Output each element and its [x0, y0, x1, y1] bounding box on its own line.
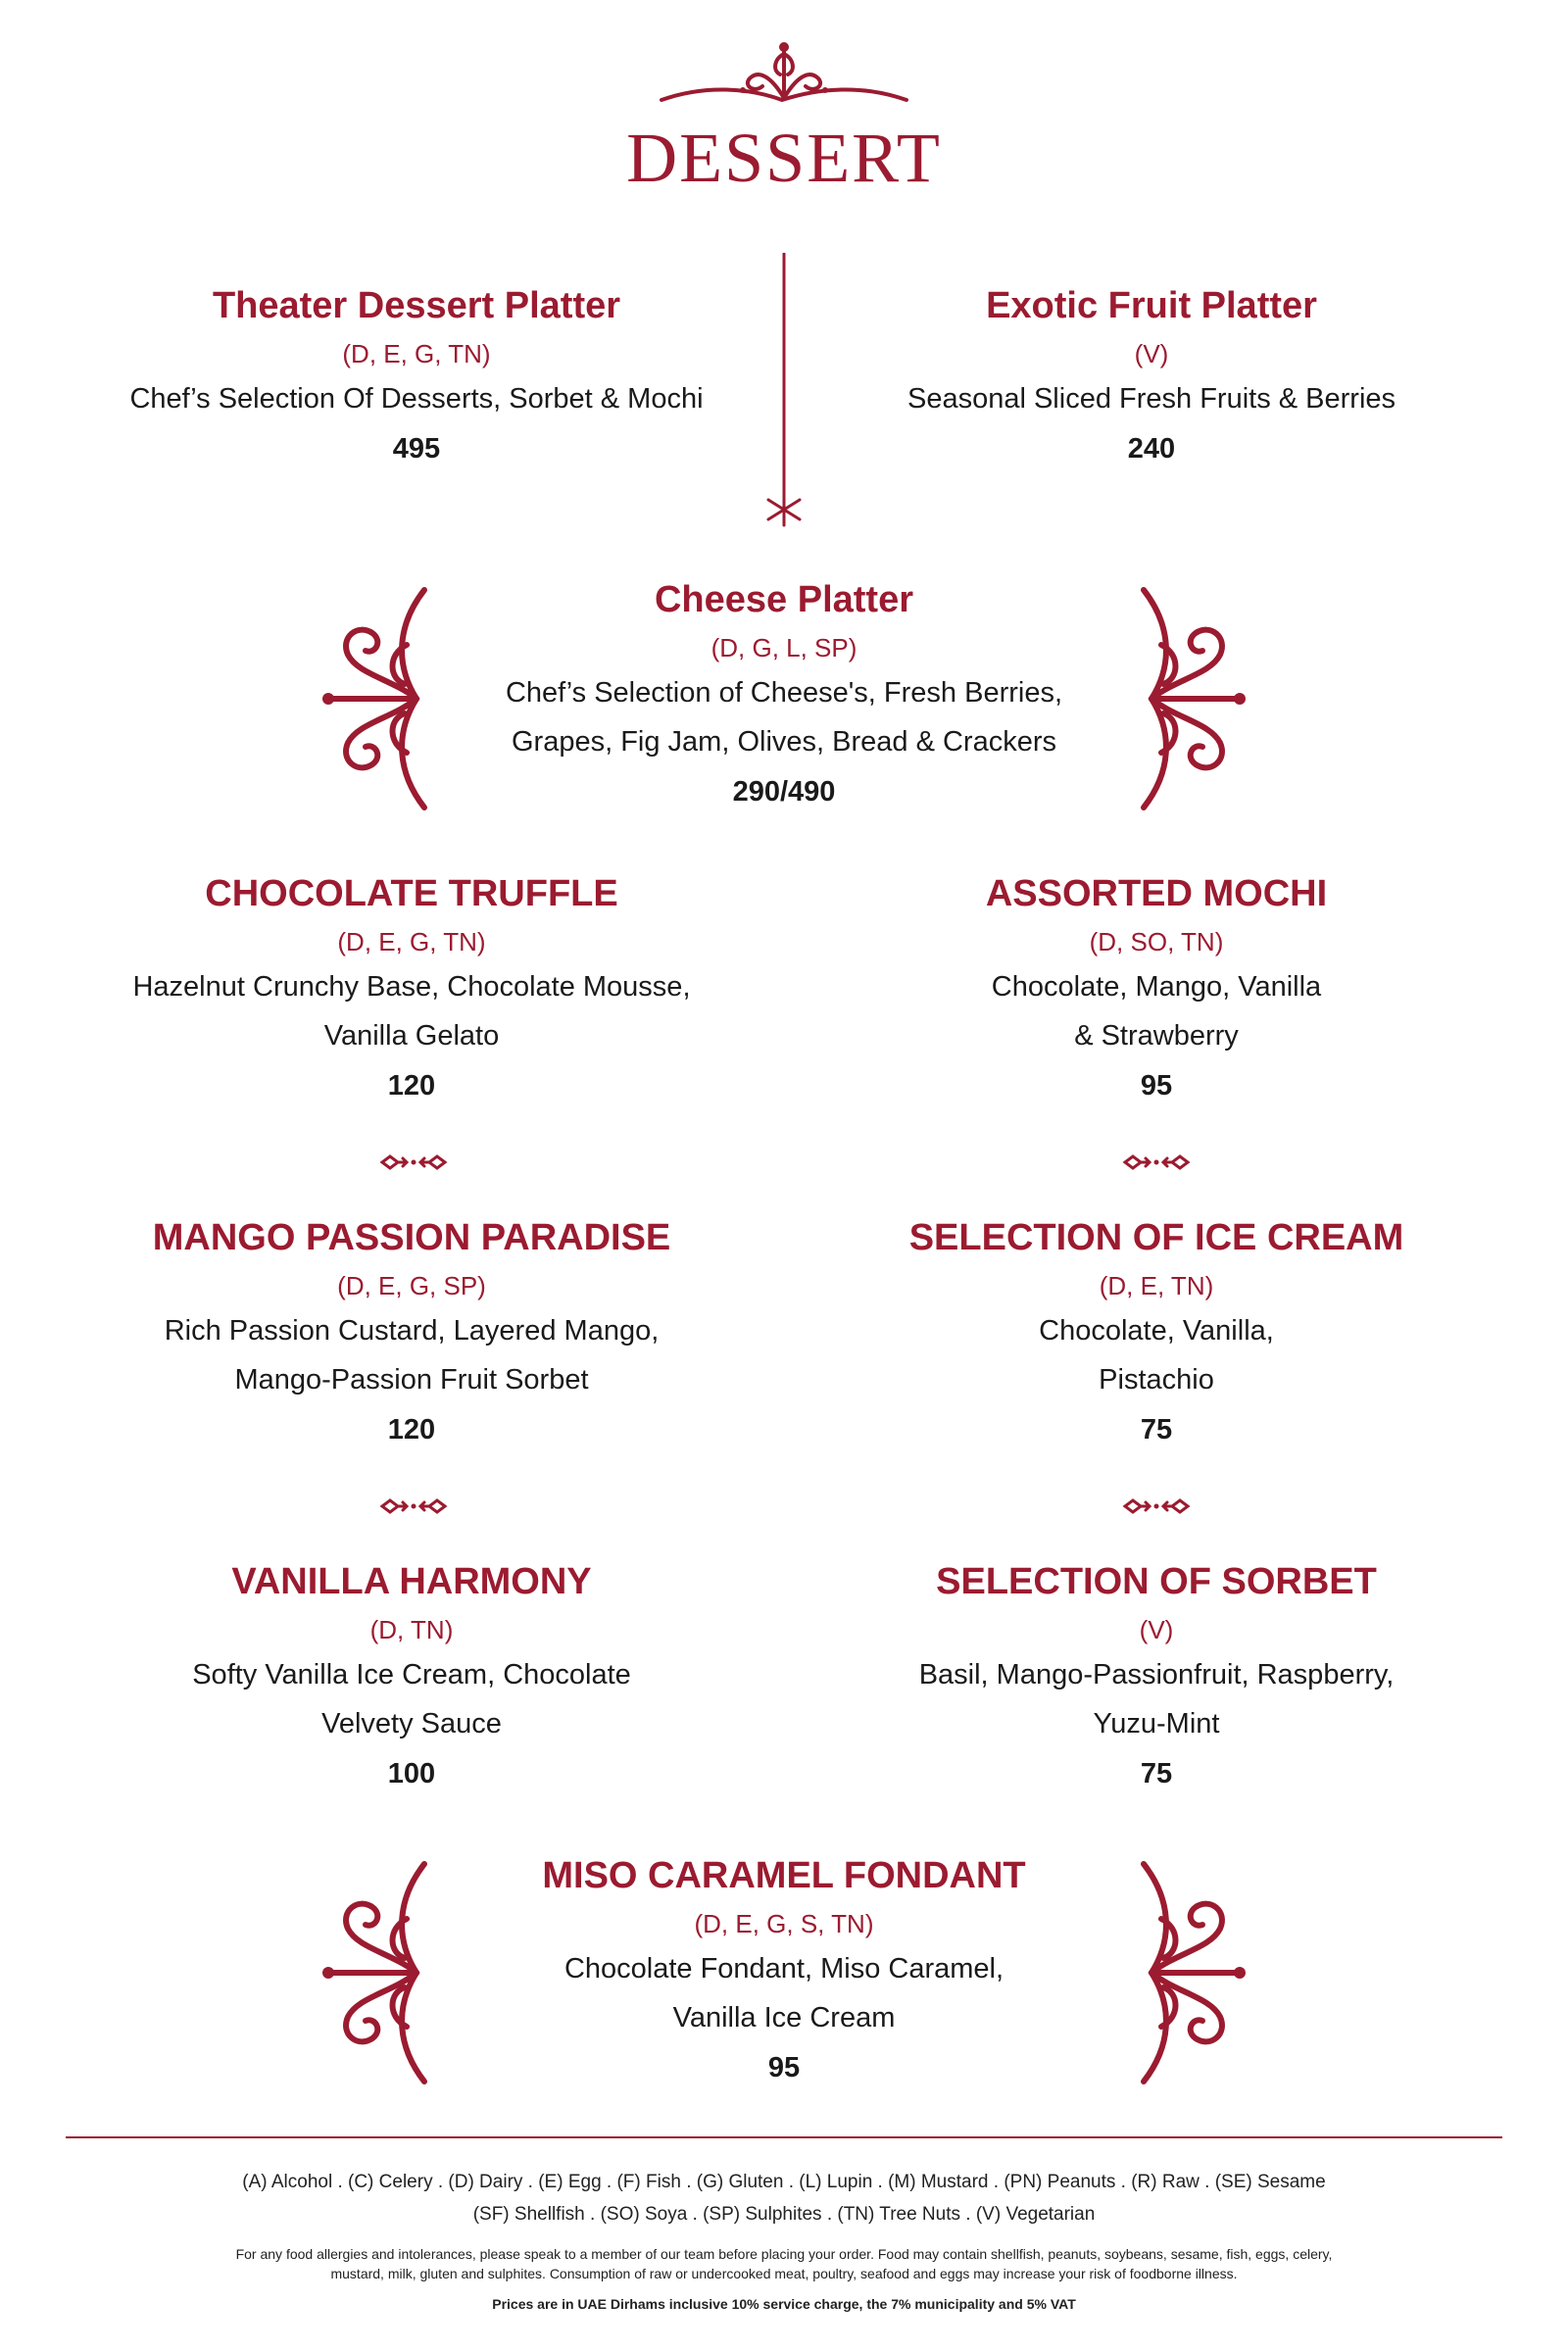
item-allergens: (V) [1134, 339, 1169, 368]
menu-item-cheese-platter [431, 576, 1137, 815]
item-name: Theater Dessert Platter [212, 285, 621, 326]
allergen-legend [98, 2166, 1470, 2230]
crown-ornament-icon [657, 39, 911, 108]
item-price: 75 [1140, 1758, 1173, 1789]
item-description-line-1: Softy Vanilla Ice Cream, Chocolate [192, 1659, 631, 1690]
item-description-line-2: Grapes, Fig Jam, Olives, Bread & Crackers [512, 726, 1056, 758]
menu-item-selection-of-sorbet [843, 1558, 1470, 1797]
item-description-line-2: Velvety Sauce [321, 1708, 502, 1740]
item-name: Exotic Fruit Platter [986, 285, 1317, 326]
menu-item-exotic-fruit-platter [823, 282, 1480, 472]
item-allergens: (V) [1139, 1615, 1174, 1644]
scroll-ornament-right-icon [1132, 586, 1250, 811]
item-allergens: (D, E, G, SP) [337, 1271, 486, 1300]
item-name: SELECTION OF SORBET [936, 1561, 1377, 1602]
item-price: 495 [392, 433, 441, 465]
item-price: 120 [387, 1070, 436, 1102]
pricing-notice: Prices are in UAE Dirhams inclusive 10% service charge, the 7% municipality and 5% VAT [492, 2296, 1076, 2312]
item-description-line-1: Chef’s Selection of Cheese's, Fresh Berries, [505, 677, 1063, 709]
menu-item-selection-of-ice-cream [843, 1214, 1470, 1453]
item-allergens: (D, TN) [369, 1615, 454, 1644]
item-description-line-1: Chocolate Fondant, Miso Caramel, [564, 1953, 1004, 1984]
item-description-line-2: & Strawberry [1074, 1020, 1239, 1052]
item-description: Chef’s Selection Of Desserts, Sorbet & Mochi [129, 383, 704, 415]
item-description-line-2: Vanilla Ice Cream [672, 2002, 896, 2034]
small-divider-ornament-icon [1122, 1152, 1191, 1172]
allergy-notice-line-1: For any food allergies and intolerances, please speak to a member of our team before placing your order. Food may contain shellfish, peanuts, soybeans, sesame, fish, eggs, celery, [235, 2246, 1333, 2262]
small-divider-ornament-icon [379, 1152, 448, 1172]
menu-item-mango-passion-paradise [98, 1214, 725, 1453]
item-description-line-1: Basil, Mango-Passionfruit, Raspberry, [918, 1659, 1395, 1690]
allergy-notice [137, 2244, 1431, 2283]
item-description-line-1: Chocolate, Vanilla, [1039, 1315, 1274, 1347]
item-allergens: (D, E, G, S, TN) [694, 1909, 874, 1938]
item-name: SELECTION OF ICE CREAM [908, 1217, 1404, 1258]
item-description-line-1: Rich Passion Custard, Layered Mango, [164, 1315, 660, 1347]
item-name: MANGO PASSION PARADISE [152, 1217, 671, 1258]
allergen-legend-line-1: (A) Alcohol . (C) Celery . (D) Dairy . (E) Egg . (F) Fish . (G) Gluten . (L) Lupin . (M) Mustard . (PN) Peanuts . (R) Raw . (SE) Sesame [242, 2172, 1326, 2192]
scroll-ornament-right-icon [1132, 1860, 1250, 2085]
item-description-line-2: Vanilla Gelato [323, 1020, 500, 1052]
item-allergens: (D, SO, TN) [1089, 927, 1224, 956]
item-allergens: (D, E, G, TN) [337, 927, 486, 956]
item-price: 95 [1140, 1070, 1173, 1102]
item-description: Seasonal Sliced Fresh Fruits & Berries [906, 383, 1396, 415]
small-divider-ornament-icon [379, 1496, 448, 1516]
item-description-line-1: Hazelnut Crunchy Base, Chocolate Mousse, [132, 971, 691, 1003]
item-name: CHOCOLATE TRUFFLE [205, 873, 618, 914]
menu-item-vanilla-harmony [98, 1558, 725, 1797]
page-title: DESSERT [626, 119, 942, 197]
item-name: ASSORTED MOCHI [985, 873, 1328, 914]
item-price: 120 [387, 1414, 436, 1446]
footer-divider [66, 2136, 1502, 2138]
item-allergens: (D, E, TN) [1099, 1271, 1214, 1300]
item-price: 75 [1140, 1414, 1173, 1446]
menu-item-theater-dessert-platter [88, 282, 745, 472]
item-description-line-1: Chocolate, Mango, Vanilla [991, 971, 1322, 1003]
menu-item-chocolate-truffle [98, 870, 725, 1109]
menu-item-miso-caramel-fondant [431, 1852, 1137, 2091]
small-divider-ornament-icon [1122, 1496, 1191, 1516]
item-allergens: (D, G, L, SP) [710, 633, 858, 662]
item-name: VANILLA HARMONY [231, 1561, 592, 1602]
scroll-ornament-left-icon [318, 586, 436, 811]
scroll-ornament-left-icon [318, 1860, 436, 2085]
item-price: 240 [1127, 433, 1176, 465]
allergen-legend-line-2: (SF) Shellfish . (SO) Soya . (SP) Sulphites . (TN) Tree Nuts . (V) Vegetarian [472, 2204, 1096, 2225]
item-description-line-2: Mango-Passion Fruit Sorbet [234, 1364, 589, 1396]
item-allergens: (D, E, G, TN) [342, 339, 491, 368]
item-name: MISO CARAMEL FONDANT [542, 1855, 1026, 1896]
item-description-line-2: Yuzu-Mint [1093, 1708, 1220, 1740]
item-name: Cheese Platter [654, 579, 913, 620]
allergy-notice-line-2: mustard, milk, gluten and sulphites. Consumption of raw or undercooked meat, poultry, seafood and eggs may increase your risk of foodborne illness. [330, 2266, 1238, 2281]
item-price: 290/490 [732, 776, 836, 808]
vertical-divider-ornament [764, 253, 804, 527]
item-description-line-2: Pistachio [1099, 1364, 1214, 1396]
item-price: 100 [387, 1758, 436, 1789]
menu-item-assorted-mochi [843, 870, 1470, 1109]
item-price: 95 [767, 2052, 801, 2083]
